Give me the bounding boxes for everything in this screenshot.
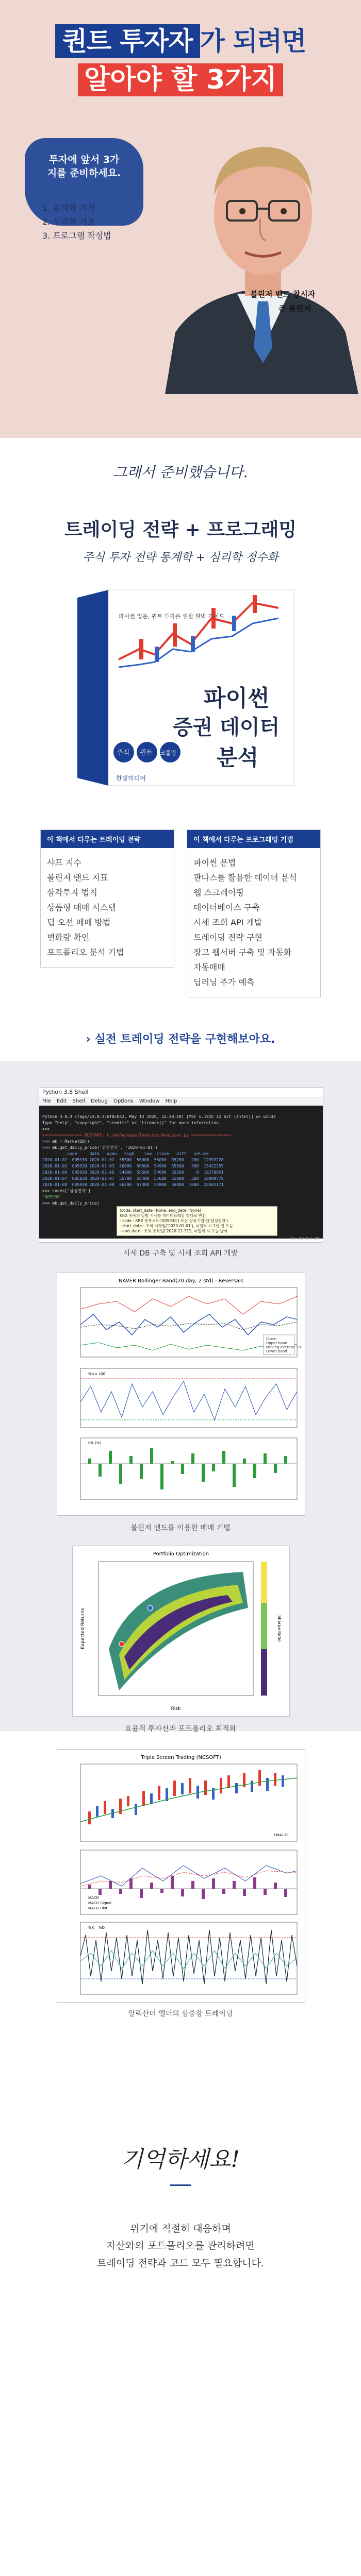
candles [88,1770,284,1824]
chart-title: Triple Screen Trading (NCSOFT) [141,1755,221,1760]
legend-entry: MACD [88,1896,99,1900]
macd-hist [88,1876,287,1899]
legend-entry: Moving average 20 [266,1345,301,1349]
menu-debug[interactable]: Debug [91,1098,108,1104]
list-item: 상품형 매매 시스템 [47,903,116,912]
practice-title [0,1030,361,1046]
remember-line: 트레이딩 전략과 코드 모두 필요합니다. [97,2257,264,2269]
hero-title-line2-text: 알아야 할 3가지 [78,63,283,96]
menu-file[interactable]: File [42,1098,51,1104]
bollinger-chart [57,1273,305,1515]
shell-line: Type "help", "copyright", "credits" or "license()" for more information. [42,1121,221,1125]
prepare-list-item: 2. 심리학 기초 [42,217,95,227]
panel-label: %b x 100 [88,1372,106,1376]
signature-name: 존 볼린저 [278,304,311,313]
menu-window[interactable]: Window [139,1098,160,1104]
list-item: 변화량 확인 [47,933,90,942]
book-title-line1: 파이썬 [204,685,270,711]
shell-line: >>> [42,1127,50,1131]
list-item: 볼린저 밴드 지표 [47,873,108,883]
prepare-list [42,201,111,243]
trading-strategy-header: 이 책에서 다루는 트레이딩 전략 [41,830,174,848]
remember-line: 위기에 적절히 대응하며 [130,2223,231,2234]
book-chip: 크롤링 [160,750,176,756]
shell-status: Ln: 22 Col: 20 [291,1236,320,1241]
shell-line: 2020-01-06 005930 2020-01-06 54900 55600 54600 55500 0 10278951 [42,1170,224,1175]
book-title-line2: 증권 데이터 [173,716,280,739]
menu-help[interactable]: Help [165,1098,177,1104]
shell-line: >>> codes['삼성전자'] [42,1189,91,1193]
list-item: 삼각투자 법칙 [47,888,97,897]
colorbar-label: Sharpe Ratio [277,1615,282,1642]
portfolio-chart [73,1546,289,1716]
menu-options[interactable]: Options [113,1098,134,1104]
trading-strategy-box [40,829,174,968]
shell-line: 2020-01-07 005930 2020-01-07 55700 56400 55600 55800 300 10009778 [42,1176,224,1181]
john-bollinger-portrait [155,106,361,394]
axis-y-label: Expected Returns [80,1608,86,1649]
hero-title-line1 [0,21,361,58]
stoch-k-line [80,1930,297,1984]
shell-line: >>> mk = MarketDB() [42,1139,90,1144]
legend-entry: Lower band [266,1349,287,1353]
list-item: 웹 스크레이핑 [193,888,244,897]
ii-bars [88,1448,287,1489]
macd-signal-line [80,1871,297,1886]
caption-portfolio: 효율적 투자선과 포트폴리오 최적화 [124,1725,237,1733]
practice-title-text: 실전 트레이딩 전략을 구현해보아요. [94,1033,275,1046]
list-item: 포트폴리오 분석 기법 [47,947,124,957]
list-item: 데이터베이스 구축 [193,903,260,912]
shell-line: 2020-01-02 005930 2020-01-02 55500 56000 55000 55200 200 12993228 [42,1158,224,1162]
caption-bollinger: 볼린저 밴드를 이용한 매매 기법 [130,1524,231,1532]
panel-label: II% (%) [88,1441,102,1445]
legend-entry: MACD-Hist [88,1906,108,1910]
book-chip: 주식 [117,749,130,757]
chart-title: Portfolio Optimization [153,1551,209,1557]
divider [170,2184,191,2186]
hero-title-rest: 가 되려면 [200,26,306,56]
tooltip-line: (code, start_date=None, end_date=None) [120,1208,202,1213]
shell-line: ================ RESTART: C:/myPackage/Investar/Analyzer.py ================ [42,1133,232,1138]
prepare-blob-text: 투자에 앞서 3가지를 준비하세요. [47,154,121,179]
list-item: 딥러닝 주가 예측 [193,977,255,987]
shell-line: Python 3.8.3 (tags/v3.8.3:6f8c832, May 13 2020, 22:20:19) [MSC v.1925 32 bit (Intel)] on win32 [42,1114,276,1119]
optimal-point [119,1641,124,1647]
shell-line: '005930' [42,1195,62,1199]
list-item: 트레이딩 전략 구현 [193,933,262,942]
programming-header: 이 책에서 다루는 프로그래밍 기법 [187,830,320,848]
remember-line: 자산와의 포트폴리오를 관리하려면 [106,2240,255,2252]
caption-triple-screen: 알렉산더 엘더의 삼중창 트레이딩 [128,2010,233,2018]
menu-edit[interactable]: Edit [56,1098,67,1104]
upper-band [80,1296,297,1314]
book-cover [62,587,309,788]
tooltip-line: KRX 종목의 일별 시세를 데이터프레임 형태로 반환 [120,1213,206,1218]
section-subline: 주식 투자 전략 통계학 + 심리학 정수화 [83,551,278,564]
portfolio-chart-screenshot [72,1546,290,1717]
shell-titlebar [39,1088,323,1097]
list-item: 자동매매 [193,962,225,972]
book-chip: 퀀트 [140,749,153,757]
pb-line [80,1381,297,1420]
tooltip-line: - code : KRX 종목코드('005930') 또는 상장기업명('삼성전자') [120,1218,228,1223]
triple-screen-chart [57,1750,305,2002]
signature-title: 볼린저 밴드 창시자 [250,290,316,299]
axis-x-label: Risk [171,1706,181,1711]
list-item: 딥 오션 매매 방법 [47,918,111,927]
legend-entry: EMA130 [274,1833,289,1837]
shell-line: >>> mk.get_daily_price( [42,1201,100,1206]
list-item: 판다스를 활용한 데이터 분석 [193,873,297,883]
legend-entry: Close [266,1337,276,1341]
shell-line: >>> mk.get_daily_price('삼성전자', '2020-01-01') [42,1145,158,1150]
hero-title-line2 [0,58,361,96]
section-headline: 트레이딩 전략 + 프로그래밍 [64,519,297,540]
prepare-list-item: 3. 프로그램 작성법 [42,231,111,241]
list-item: 파이썬 문법 [193,858,236,868]
shell-title: Python 3.8 Shell [42,1089,89,1095]
chevron-right-icon: › [86,1033,91,1046]
chart-title: NAVER Bollinger Band(20 day, 2 std) - Reversals [119,1278,243,1284]
tooltip-line: - start_date : 조회 시작일('2020-01-01'), 미입력 시 1년 전 오늘 [120,1224,233,1228]
book-publisher: 한빛미디어 [116,775,146,782]
python-shell-screenshot [39,1087,323,1243]
macd-line [80,1866,297,1886]
hero-banner [0,0,361,438]
prepare-list-item: 1. 통계학 지식 [42,203,95,213]
programming-box [187,829,321,997]
legend-entry: MACD-Signal [88,1901,112,1905]
bollinger-chart-screenshot [57,1273,305,1516]
shell-line: code date open high low close diff volume [42,1151,209,1156]
list-item: 시세 조회 API 개발 [193,918,262,927]
shell-line: 2020-01-03 005930 2020-01-03 56000 56600 54900 55500 300 15422255 [42,1164,224,1168]
tooltip-line: - end_date : 조회 종료일('2020-12-31'), 미입력 시 오늘 날짜 [120,1229,228,1233]
remember-body [0,2221,361,2272]
list-item: 장고 웹서버 구축 및 자동화 [193,947,292,957]
legend-entry: %D [99,1926,105,1930]
script-prepared: 그래서 준비했습니다. [113,464,248,481]
optimal-point [147,1605,153,1611]
list-item: 샤프 지수 [47,858,81,868]
calltip-tooltip [117,1206,277,1236]
legend-entry: %K [88,1926,94,1930]
caption-db: 시세 DB 구축 및 시세 조회 API 개발 [123,1249,238,1258]
legend-entry: Upper band [266,1341,288,1345]
book-tagline: 파이썬 입문, 퀀트 투자를 위한 완벽 가이드 [119,613,225,620]
triple-screen-screenshot [57,1749,305,2003]
shell-line: 2020-01-08 005930 2020-01-08 56200 57400 55900 56800 1000 23501171 [42,1182,224,1187]
shell-menubar [39,1097,323,1106]
menu-shell[interactable]: Shell [72,1098,85,1104]
book-title-line3: 분석 [217,745,259,770]
hero-title-highlight: 퀀트 투자자 [55,24,200,58]
remember-title: 기억하세요! [121,2146,240,2173]
